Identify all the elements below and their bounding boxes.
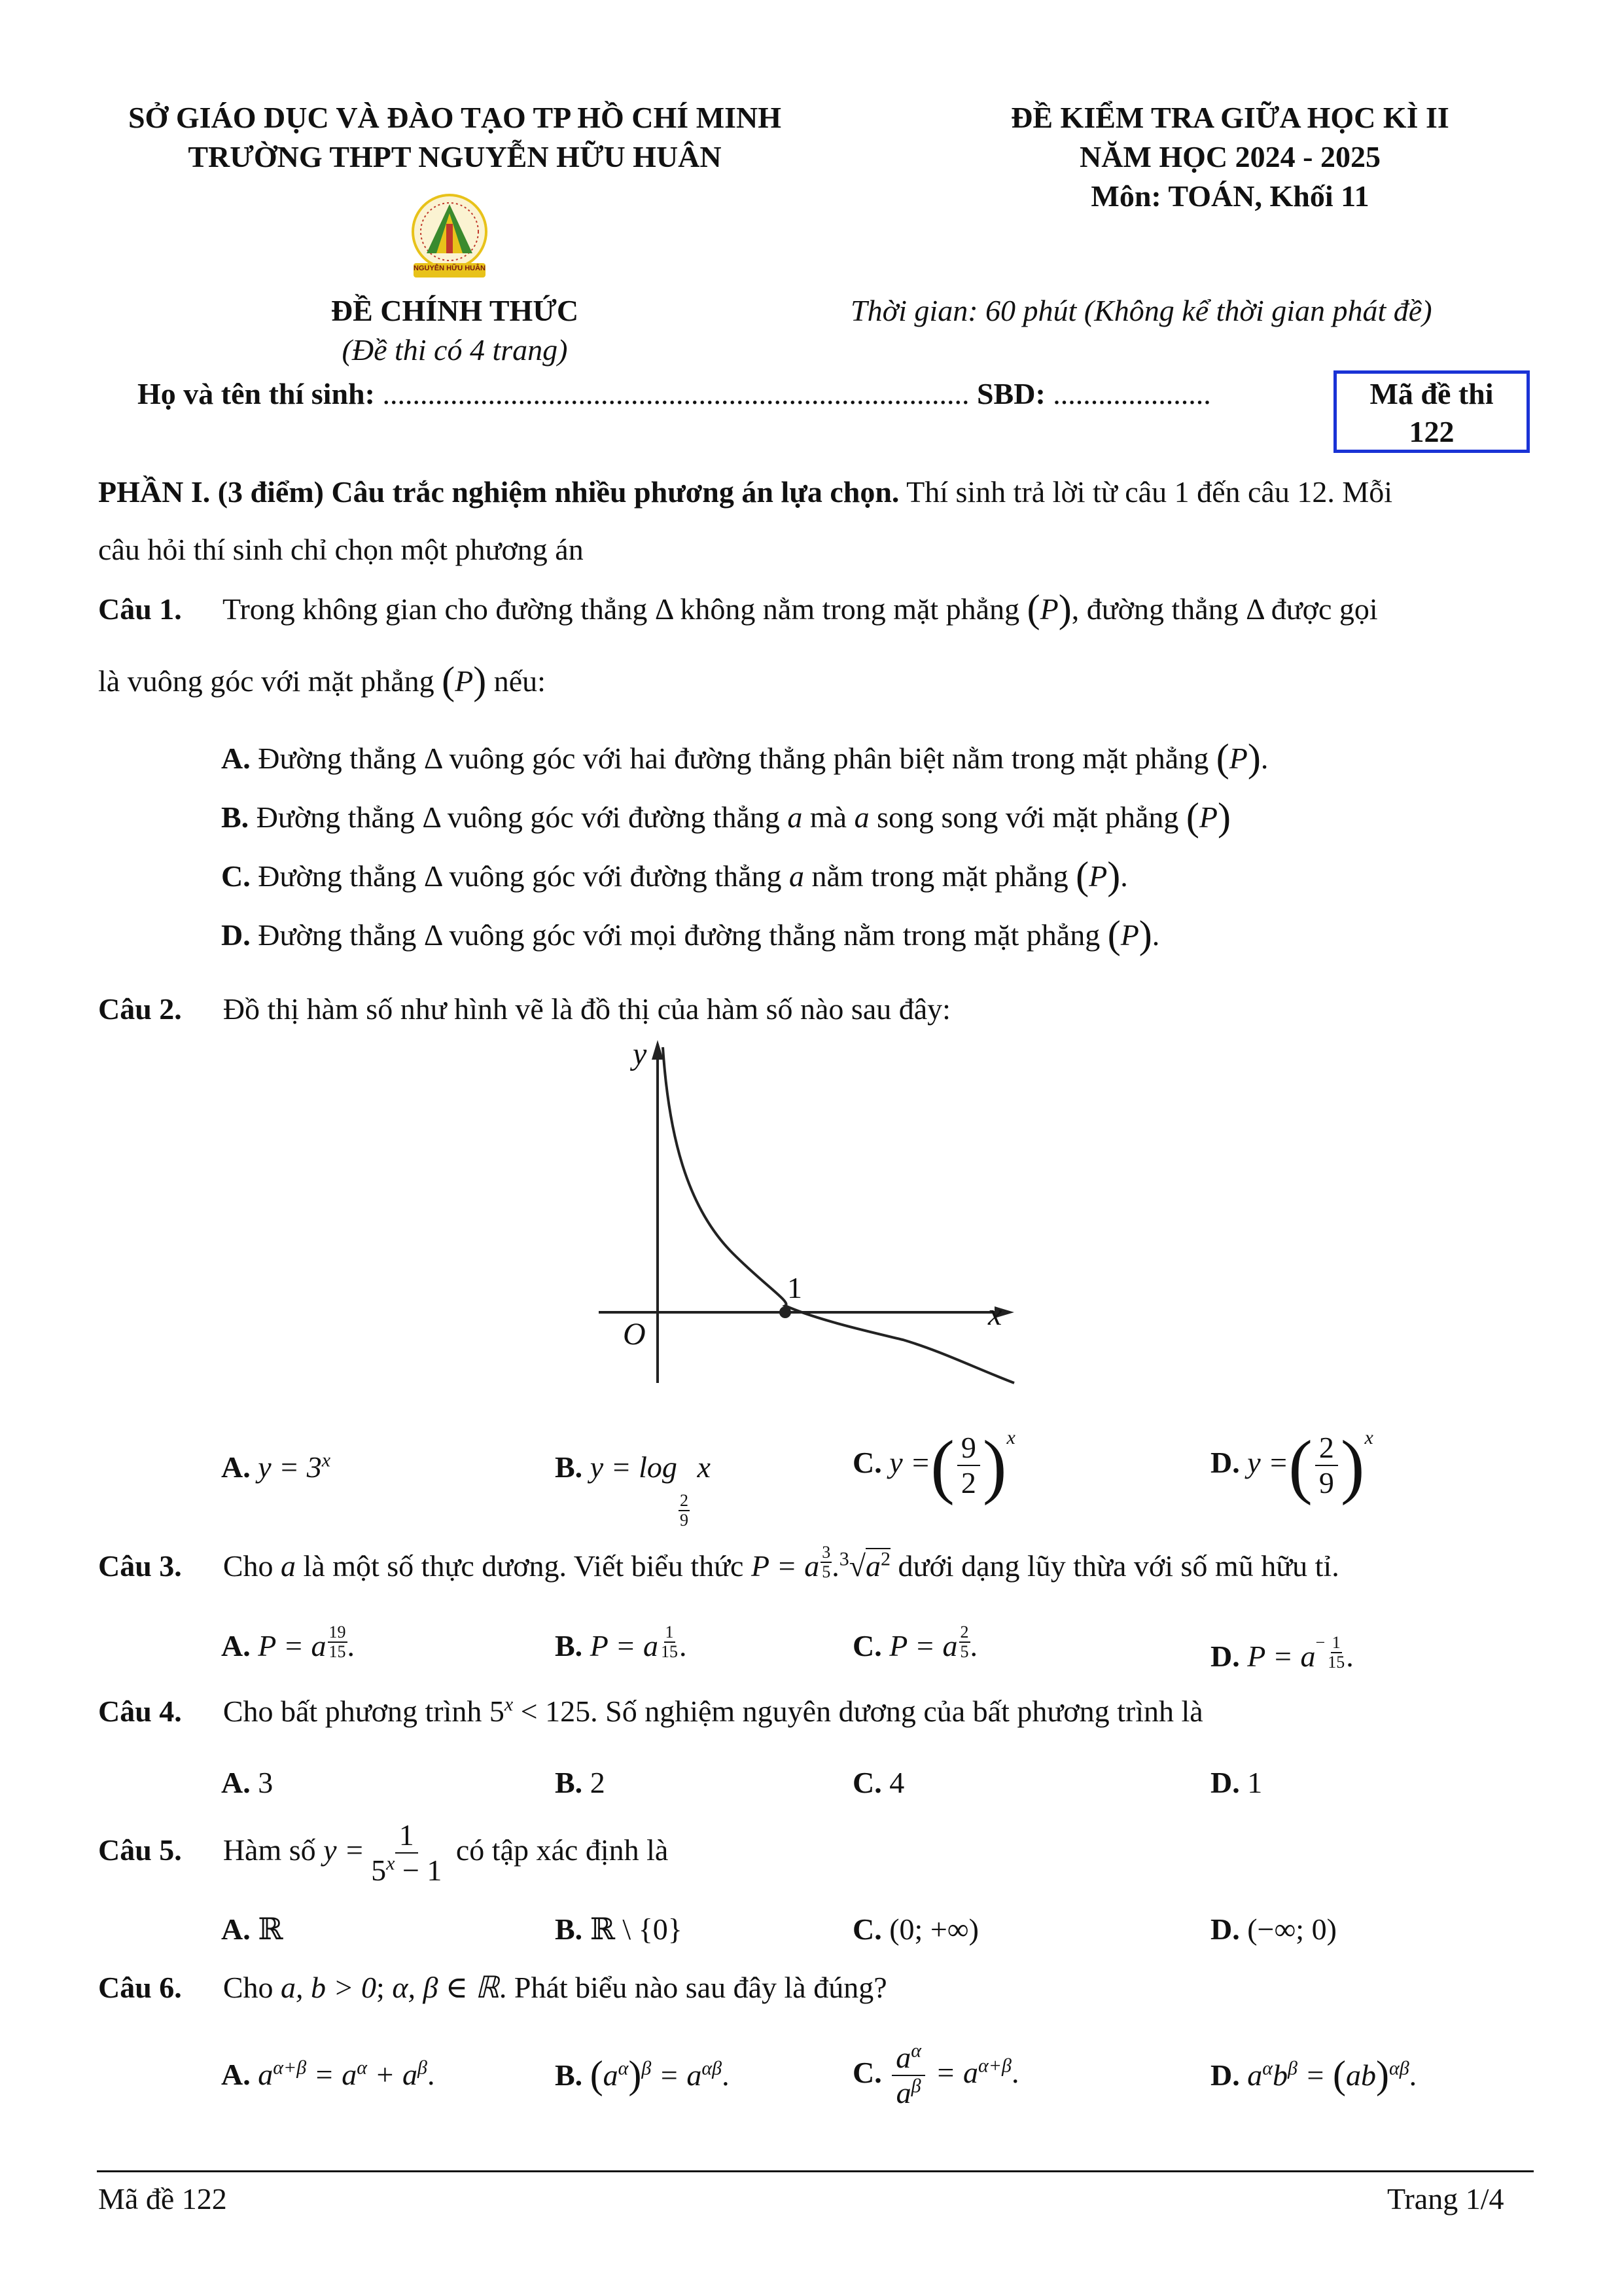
option-expr: b [1272,2058,1288,2092]
exp-num: 19 [328,1623,346,1641]
option-letter: C. [853,1766,882,1799]
exponent: x [1364,1427,1373,1448]
var-a: a [854,800,870,834]
option-value: 4 [889,1766,905,1799]
part1-line2: câu hỏi thí sinh chỉ chọn một phương án [98,533,584,566]
name-label: Họ và tên thí sinh: [137,377,375,410]
q2-line [98,990,951,1029]
q5-line [98,1814,668,1888]
option-expr: y = [889,1446,931,1479]
q1-text: là vuông góc với mặt phẳng [98,664,434,698]
option-letter: D. [1210,1912,1240,1946]
option-expr: = a [927,2056,979,2089]
q4-option-b[interactable] [555,1763,605,1803]
option-letter: A. [221,2058,251,2091]
option-expr: = a [651,2058,702,2092]
option-value: 3 [258,1766,274,1799]
q6-cond: α, β ∈ ℝ [392,1971,499,2004]
option-text: Đường thẳng [258,918,417,952]
q4-text: Cho bất phương trình [222,1695,482,1728]
delta-symbol: Δ [654,592,673,626]
q6-label: Câu 6. [98,1971,182,2004]
option-letter: A. [221,1766,251,1799]
name-dots: .............................................................................. [382,377,970,410]
plane-symbol: P [1120,918,1139,952]
log-curve [663,1047,1014,1383]
frac-num: 9 [957,1431,980,1466]
option-letter: D. [1210,1640,1240,1673]
option-letter: C. [221,859,251,893]
q5-text: Hàm số [222,1833,316,1867]
part1-title: PHẦN I. (3 điểm) Câu trắc nghiệm nhiều phương án lựa chọn. [98,475,900,509]
part1-title-rest: Thí sinh trả lời từ câu 1 đến câu 12. Mỗi [899,475,1393,509]
exponent: x [504,1693,514,1715]
exponent: x [386,1853,395,1875]
option-value: (−∞; 0) [1247,1912,1337,1946]
den-rest: − 1 [395,1854,442,1888]
q2-text: Đồ thị hàm số như hình vẽ là đồ thị của hàm số nào sau đây: [222,992,951,1026]
option-expr: = a [306,2058,357,2091]
logo-caption: NGUYỄN HỮU HUÂN [414,264,485,272]
exponent: β [641,2057,652,2079]
var-a: a [281,1549,296,1583]
option-text: song song với mặt phẳng [877,800,1179,834]
x-label: x [988,1297,1002,1332]
option-value: 2 [590,1766,605,1799]
q1-text: được gọi [1271,592,1378,626]
q1-option-a[interactable]: A. Đường thẳng Δ vuông góc với hai đường thẳng phân biệt nằm trong mặt phẳng (P). [221,736,1269,780]
q1-line1: Câu 1. Trong không gian cho đường thẳng Δ không nằm trong mặt phẳng (P), đường thẳng Δ được gọi [98,587,1378,630]
option-text: vuông góc với mọi đường thẳng nằm trong mặt phẳng [449,918,1101,952]
option-expr: P = a [889,1629,958,1662]
option-expr: = [1297,2058,1333,2092]
exam-title: ĐỀ KIỂM TRA GIỮA HỌC KÌ II [1011,101,1449,134]
q2-option-b[interactable] [555,1448,711,1530]
dept-name: SỞ GIÁO DỤC VÀ ĐÀO TẠO TP HỒ CHÍ MINH [128,101,782,134]
root-exp: 2 [881,1548,891,1570]
subject: Môn: TOÁN, Khối 11 [1091,179,1369,213]
q3-expr: P = a [750,1549,820,1583]
q3-option-c[interactable]: C. P = a $\frac{2}{5}$ . [853,1623,978,1662]
exponent: α+β [978,2054,1012,2077]
q1-text: không nằm trong mặt phẳng [680,592,1020,626]
q2-label: Câu 2. [98,992,182,1026]
option-letter: C. [853,2056,882,2089]
option-letter: A. [221,742,251,775]
base-num: 2 [679,1491,688,1510]
header-left [79,98,831,177]
exponent: α [1262,2057,1273,2079]
option-text: vuông góc với hai đường thẳng phân biệt nằm trong mặt phẳng [449,742,1209,775]
option-letter: A. [221,1629,251,1662]
option-end: . [1152,918,1160,952]
option-expr: y = 3 [258,1450,322,1484]
frac-den: 9 [1318,1466,1334,1500]
q4-text: . Số nghiệm nguyên dương của bất phương trình là [590,1695,1203,1728]
school-year: NĂM HỌC 2024 - 2025 [1080,140,1381,173]
exponent: α [911,2040,921,2062]
root-body: a [866,1549,881,1583]
option-value: ℝ [258,1912,283,1946]
exp-num: 3 [822,1543,831,1562]
option-letter: A. [221,1912,251,1946]
q5-text: có tập xác định là [455,1833,669,1867]
option-letter: B. [221,800,249,834]
q1-text: , đường thẳng [1071,592,1239,626]
delta-symbol: Δ [423,859,442,893]
q1-option-d[interactable]: D. Đường thẳng Δ vuông góc với mọi đường thẳng nằm trong mặt phẳng (P). [221,913,1160,956]
plane-symbol: P [1040,592,1059,626]
candidate-line [137,374,1211,414]
q3-text: Cho [222,1549,274,1583]
q5-option-c[interactable] [853,1910,979,1949]
delta-symbol: Δ [423,918,442,952]
option-letter: B. [555,2058,583,2092]
plane-symbol: P [1229,742,1248,775]
frac-den: 2 [961,1466,976,1500]
delta-symbol: Δ [422,800,440,834]
option-expr: P = a [1247,1640,1316,1673]
q4-relation: < 125 [520,1695,591,1728]
q5-label: Câu 5. [98,1833,182,1867]
part1-heading [98,473,1392,512]
option-expr: P = a [590,1629,658,1662]
q6-text: Cho [222,1971,274,2004]
frac-num: 2 [1315,1431,1338,1466]
q6-cond: a, b > 0 [281,1971,377,2004]
option-end: . [1260,742,1269,775]
var-a: a [787,800,803,834]
exponent: β [417,2056,427,2079]
exam-code-box [1333,370,1530,453]
q1-option-c[interactable]: C. Đường thẳng Δ vuông góc với đường thẳng a nằm trong mặt phẳng (P). [221,854,1128,897]
option-end: . [1011,2056,1019,2089]
official-label: ĐỀ CHÍNH THỨC [330,294,579,327]
header-right [903,98,1557,216]
option-end: . [1409,2058,1417,2092]
frac-num: a [896,2041,911,2075]
exp-num: 1 [1332,1633,1341,1652]
option-letter: B. [555,1766,583,1799]
base-den: 9 [679,1511,688,1530]
option-text: vuông góc với đường thẳng [447,800,780,834]
option-end: . [1120,859,1128,893]
frac-num: 1 [395,1818,418,1854]
option-letter: D. [1210,1766,1240,1799]
q6-line [98,1968,887,2007]
q4-line [98,1692,1203,1731]
exp-den: 15 [328,1642,346,1661]
q3-option-b[interactable]: B. P = a $\frac{1}{15}$ . [555,1623,687,1662]
point-one [779,1306,791,1318]
q6-option-c[interactable] [853,2037,1019,2110]
option-letter: B. [555,1450,583,1484]
point-label: 1 [787,1271,802,1304]
option-text: nằm trong mặt phẳng [811,859,1068,893]
q1-option-b[interactable]: B. Đường thẳng Δ vuông góc với đường thẳng a mà a song song với mặt phẳng (P) [221,795,1231,838]
q1-text: Trong không gian cho đường thẳng [222,592,648,626]
option-value: (0; +∞) [889,1912,979,1946]
plane-symbol: P [455,664,474,698]
origin-label: O [623,1317,646,1352]
sbd-label: SBD: [976,377,1046,410]
q3-text: là một số thực dương. Viết biểu thức [303,1549,744,1583]
option-text: mà [809,800,847,834]
q5-lhs: y = [323,1833,365,1867]
option-expr: + a [366,2058,418,2091]
option-expr: y = log [590,1450,677,1484]
q3-line: Câu 3. Cho a là một số thực dương. Viết biểu thức P = a $\frac{3}{5}$ $.^3√a^2$ dưới dạng lũy thừa với số mũ hữu tỉ. [98,1543,1339,1583]
code-label: Mã đề thi [1369,377,1494,410]
exponent: x [1006,1427,1015,1448]
school-logo [400,191,499,283]
option-letter: D. [1210,2058,1240,2092]
time-note: Thời gian: 60 phút (Không kể thời gian phát đề) [851,294,1432,327]
option-end: . [427,2058,435,2091]
q3-text: dưới dạng lũy thừa với số mũ hữu tỉ. [898,1549,1339,1583]
exponent: α [618,2057,629,2079]
exp-den: 15 [661,1642,678,1661]
q6-option-a[interactable] [221,2055,434,2094]
exp-den: 5 [822,1562,831,1581]
q4-base: 5 [489,1695,504,1728]
option-end: . [722,2058,730,2092]
q5-option-b[interactable] [555,1910,682,1949]
exponent: β [911,2075,921,2098]
root-index: 3 [839,1548,849,1570]
var-a: a [788,859,804,893]
option-var: x [697,1450,711,1484]
exp-den: 5 [960,1642,969,1661]
q2-option-c[interactable]: C. y =( $\frac{9}{2}$ )$^x$ [853,1426,1015,1506]
pages-note: (Đề thi có 4 trang) [342,333,568,367]
option-expr: a [1247,2058,1263,2092]
option-letter: C. [853,1629,882,1662]
sbd-dots: ..................... [1053,377,1211,410]
q1-text: nếu: [493,664,546,698]
delta-symbol: Δ [423,742,442,775]
option-letter: A. [221,1450,251,1484]
y-label: y [633,1037,647,1071]
option-value: 1 [1247,1766,1263,1799]
option-letter: D. [221,918,251,952]
q6-option-d[interactable]: D. $a^\alpha b^\beta = (ab)^{\alpha\beta}$. [1210,2053,1417,2096]
q2-option-a[interactable] [221,1448,330,1487]
function-graph [595,1037,1027,1384]
code-value: 122 [1409,415,1455,448]
exp-sign: − [1315,1633,1326,1652]
q3-option-a[interactable]: A. P = a $\frac{19}{15}$ . [221,1623,355,1662]
option-expr: P = a [258,1629,327,1662]
option-letter: C. [853,1912,882,1946]
school-name: TRƯỜNG THPT NGUYỄN HỮU HUÂN [188,140,722,173]
q4-option-d[interactable] [1210,1763,1262,1803]
option-text: Đường thẳng [258,742,417,775]
option-expr: a [258,2058,274,2091]
option-letter: B. [555,1912,583,1946]
q5-option-a[interactable] [221,1910,283,1949]
q4-label: Câu 4. [98,1695,182,1728]
plane-symbol: P [1199,800,1218,834]
q3-option-d[interactable]: D. P = a− $\frac{1}{15}$ . [1210,1633,1354,1673]
den-base: 5 [371,1854,387,1888]
option-letter: D. [1210,1446,1240,1479]
frac-den: a [896,2076,911,2110]
plane-symbol: P [1089,859,1108,893]
option-text: vuông góc với đường thẳng [449,859,782,893]
exponent: α [357,2056,367,2079]
exponent: x [321,1449,331,1471]
exponent: α+β [273,2056,307,2079]
option-letter: B. [555,1629,583,1662]
q2-option-d[interactable]: D. y =( $\frac{2}{9}$ )$^x$ [1210,1426,1373,1506]
q6-text: . Phát biểu nào sau đây là đúng? [499,1971,887,2004]
exponent: β [1287,2057,1297,2079]
footer-rule [97,2170,1534,2172]
q3-label: Câu 3. [98,1549,182,1583]
q4-option-c[interactable] [853,1763,904,1803]
q1-label: Câu 1. [98,592,182,626]
q5-option-d[interactable] [1210,1910,1337,1949]
footer-left: Mã đề 122 [98,2182,227,2215]
q4-option-a[interactable] [221,1763,273,1803]
option-text: Đường thẳng [256,800,415,834]
exponent: αβ [701,2057,722,2079]
exp-num: 2 [960,1623,969,1641]
q6-sep: ; [376,1971,385,2004]
option-expr: y = [1247,1446,1289,1479]
footer-right: Trang 1/4 [1387,2182,1504,2215]
option-text: Đường thẳng [258,859,417,893]
option-value: ℝ \ {0} [590,1912,682,1946]
q1-line2: là vuông góc với mặt phẳng (P) nếu: [98,659,546,702]
q6-option-b[interactable]: B. $(a^\alpha)^\beta = a^{\alpha\beta}$. [555,2053,730,2096]
exp-den: 15 [1328,1653,1345,1672]
option-letter: C. [853,1446,882,1479]
delta-symbol: Δ [1246,592,1264,626]
exponent: αβ [1388,2057,1409,2079]
option-expr: ab [1345,2058,1376,2092]
exp-num: 1 [665,1623,674,1641]
option-expr: a [603,2058,618,2092]
